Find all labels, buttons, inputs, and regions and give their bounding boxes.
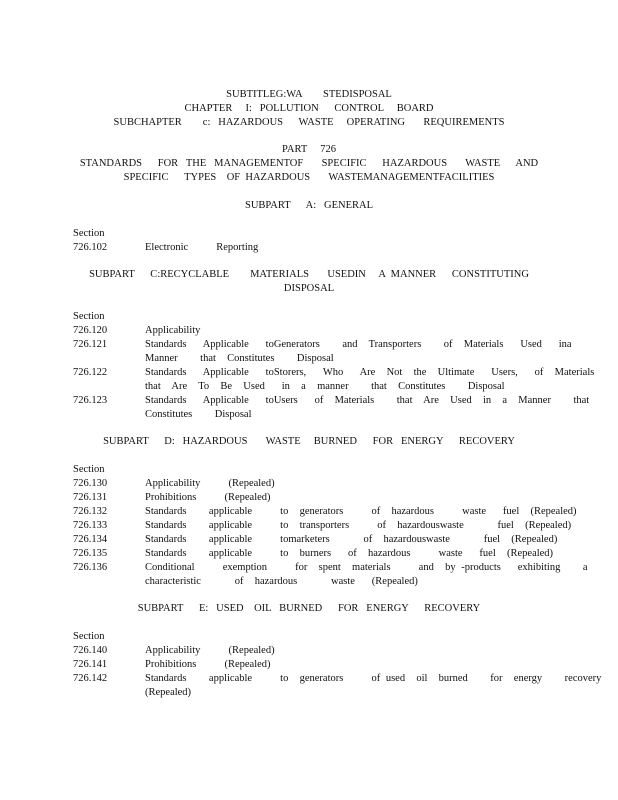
- section-title: Standards applicable tomarketers of hazardouswaste fuel (Repealed): [145, 534, 558, 545]
- section-title-line: (Repealed): [145, 687, 192, 698]
- section-label: Section: [73, 464, 105, 475]
- section-number: 726.132: [73, 506, 108, 517]
- section-number: 726.102: [73, 242, 108, 253]
- part-title-line-1: STANDARDS FOR THE MANAGEMENTOF SPECIFIC HAZARDOUS WASTE AND: [79, 158, 539, 169]
- section-title: Standards applicable to transporters of hazardouswaste fuel (Repealed): [145, 520, 572, 531]
- subtitle-heading: SUBTITLEG:WA STEDISPOSAL: [226, 89, 392, 100]
- part-number: PART 726: [282, 144, 336, 155]
- section-label: Section: [73, 311, 105, 322]
- section-title-line: Constitutes Disposal: [145, 409, 252, 420]
- part-title-line-2: SPECIFIC TYPES OF HAZARDOUS WASTEMANAGEMENTFACILITIES: [123, 172, 495, 183]
- section-title: Prohibitions (Repealed): [145, 492, 271, 503]
- section-number: 726.140: [73, 645, 108, 656]
- section-title-line: Conditional exemption for spent materials and by -products exhibiting a: [145, 562, 588, 573]
- section-title: Standards applicable to generators of hazardous waste fuel (Repealed): [145, 506, 577, 517]
- section-number: 726.121: [73, 339, 108, 350]
- section-title-line: Standards Applicable toUsers of Materials that Are Used in a Manner that: [145, 395, 590, 406]
- section-number: 726.133: [73, 520, 108, 531]
- section-number: 726.141: [73, 659, 108, 670]
- subpart-c-title-line-2: DISPOSAL: [283, 283, 335, 294]
- chapter-heading: CHAPTER I: POLLUTION CONTROL BOARD: [184, 103, 434, 114]
- section-number: 726.123: [73, 395, 108, 406]
- section-number: 726.130: [73, 478, 108, 489]
- section-title-line: characteristic of hazardous waste (Repealed): [145, 576, 418, 587]
- section-number: 726.136: [73, 562, 108, 573]
- subpart-a-title: SUBPART A: GENERAL: [244, 200, 374, 211]
- section-label: Section: [73, 631, 105, 642]
- subpart-d-title: SUBPART D: HAZARDOUS WASTE BURNED FOR ENERGY RECOVERY: [103, 436, 515, 447]
- subchapter-heading: SUBCHAPTER c: HAZARDOUS WASTE OPERATING REQUIREMENTS: [113, 117, 505, 128]
- section-title: Applicability (Repealed): [145, 478, 275, 489]
- subpart-e-title: SUBPART E: USED OIL BURNED FOR ENERGY RECOVERY: [137, 603, 481, 614]
- section-number: 726.120: [73, 325, 108, 336]
- section-number: 726.131: [73, 492, 108, 503]
- section-number: 726.142: [73, 673, 108, 684]
- section-label: Section: [73, 228, 105, 239]
- section-title-line: Standards applicable to generators of used oil burned for energy recovery: [145, 673, 602, 684]
- section-number: 726.135: [73, 548, 108, 559]
- section-title-line: Manner that Constitutes Disposal: [145, 353, 334, 364]
- subpart-c-title-line-1: SUBPART C:RECYCLABLE MATERIALS USEDIN A MANNER CONSTITUTING: [89, 269, 529, 280]
- section-number: 726.122: [73, 367, 108, 378]
- section-number: 726.134: [73, 534, 108, 545]
- section-title: Standards applicable to burners of hazardous waste fuel (Repealed): [145, 548, 554, 559]
- section-title: Applicability: [145, 325, 201, 336]
- section-title-line: that Are To Be Used in a manner that Constitutes Disposal: [145, 381, 505, 392]
- section-title: Prohibitions (Repealed): [145, 659, 271, 670]
- section-title-line: Standards Applicable toStorers, Who Are Not the Ultimate Users, of Materials: [145, 367, 595, 378]
- section-title: Electronic Reporting: [145, 242, 259, 253]
- section-title: Applicability (Repealed): [145, 645, 275, 656]
- section-title-line: Standards Applicable toGenerators and Transporters of Materials Used ina: [145, 339, 572, 350]
